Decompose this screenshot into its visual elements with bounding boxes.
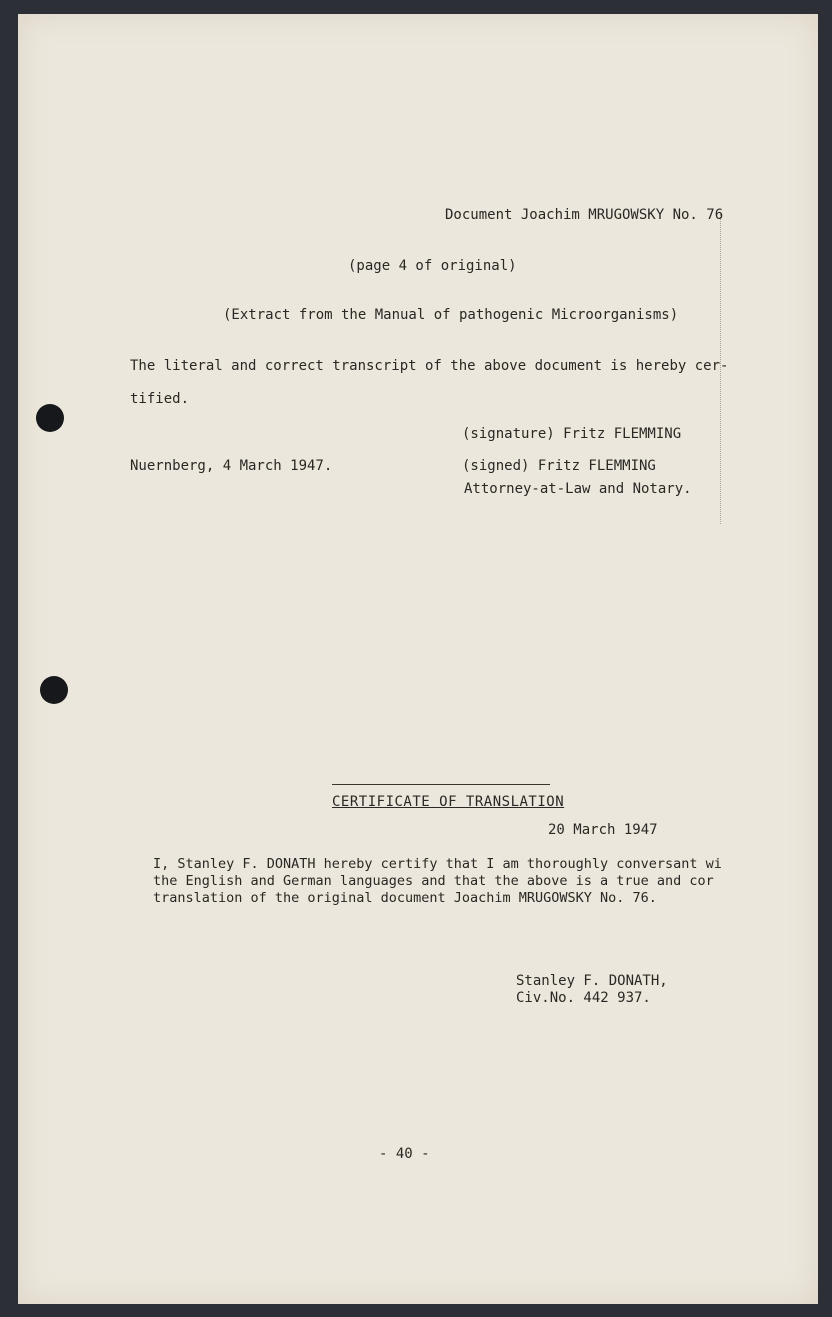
page-note: (page 4 of original) xyxy=(348,258,517,274)
certificate-date: 20 March 1947 xyxy=(548,822,658,838)
certification-line-2: tified. xyxy=(130,391,190,407)
certificate-body-line-1: I, Stanley F. DONATH hereby certify that I am thoroughly conversant wi xyxy=(153,856,722,872)
signed-line: (signed) Fritz FLEMMING xyxy=(462,458,656,474)
punch-hole-top xyxy=(36,404,64,432)
certificate-title: CERTIFICATE OF TRANSLATION xyxy=(332,794,565,810)
translator-name: Stanley F. DONATH, xyxy=(516,973,668,989)
certificate-body-line-2: the English and German languages and that the above is a true and cor xyxy=(153,873,714,889)
document-page xyxy=(18,14,818,1304)
extract-note: (Extract from the Manual of pathogenic Microorganisms) xyxy=(223,307,679,323)
certificate-rule xyxy=(332,784,550,785)
place-date: Nuernberg, 4 March 1947. xyxy=(130,458,333,474)
certificate-body-line-3: translation of the original document Joachim MRUGOWSKY No. 76. xyxy=(153,890,657,906)
punch-hole-bottom xyxy=(40,676,68,704)
certification-line-1: The literal and correct transcript of the above document is hereby cer- xyxy=(130,358,729,374)
document-reference: Document Joachim MRUGOWSKY No. 76 xyxy=(445,207,724,223)
notary-title: Attorney-at-Law and Notary. xyxy=(464,481,692,497)
signature-line: (signature) Fritz FLEMMING xyxy=(462,426,682,442)
page-number: - 40 - xyxy=(379,1146,430,1162)
translator-civ: Civ.No. 442 937. xyxy=(516,990,651,1006)
